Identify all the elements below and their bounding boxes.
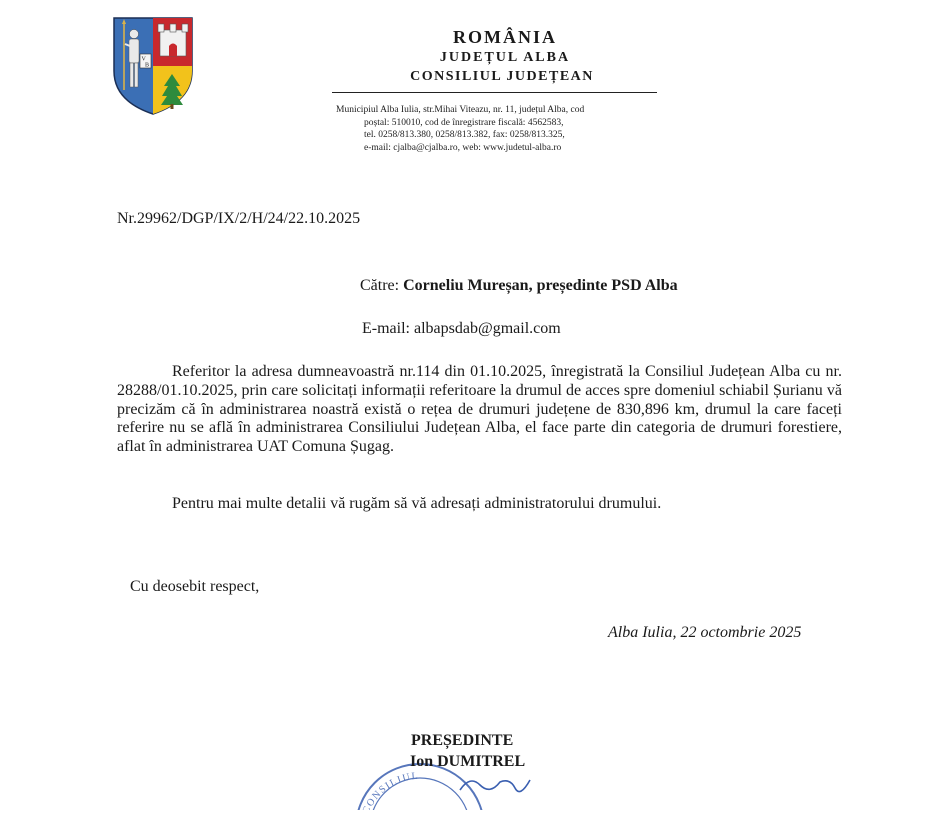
contact-block <box>336 104 666 154</box>
place-and-date: Alba Iulia, 22 octombrie 2025 <box>608 624 802 641</box>
signatory-name: Ion DUMITREL <box>410 753 526 770</box>
svg-text:V: V <box>141 56 146 63</box>
recipient-email: E-mail: albapsdab@gmail.com <box>362 320 561 337</box>
contact-line: Municipiul Alba Iulia, str.Mihai Viteazu, nr. 11, județul Alba, cod <box>336 105 585 115</box>
body-paragraph-1: Referitor la adresa dumneavoastră nr.114 din 01.10.2025, înregistrată la Consiliul Județean Alba cu nr. 28288/01.10.2025, prin care solicitați informații referitoare la drumul de acces spre domeniul schiabil Șurianu vă precizăm că în administrarea noastră există o rețea de drumuri județene de 830,896 km, drumul la care faceți referire nu se află în administrarea Consiliului Județean Alba, el face parte din categoria de drumuri forestiere, aflat în administrarea UAT Comuna Șugag. <box>117 363 842 456</box>
contact-line: poștal: 510010, cod de înregistrare fiscală: 4562583, <box>364 117 564 128</box>
recipient-name: Corneliu Mureșan, președinte PSD Alba <box>403 277 678 294</box>
registration-number: Nr.29962/DGP/IX/2/H/24/22.10.2025 <box>117 210 361 227</box>
signatory-title: PREȘEDINTE <box>411 732 514 749</box>
header-divider <box>332 92 657 93</box>
signature-icon <box>455 770 535 795</box>
closing-formula: Cu deosebit respect, <box>130 578 260 595</box>
recipient-line <box>360 277 678 295</box>
coat-of-arms-icon <box>112 16 194 116</box>
header-council: CONSILIUL JUDEȚEAN <box>410 69 594 84</box>
svg-text:B: B <box>145 62 150 69</box>
contact-line: e-mail: cjalba@cjalba.ro, web: www.judetul-alba.ro <box>364 142 562 153</box>
contact-line: tel. 0258/813.380, 0258/813.382, fax: 0258/813.325, <box>364 130 565 140</box>
recipient-prefix: Către: <box>360 277 400 294</box>
body-paragraph-2: Pentru mai multe detalii vă rugăm să vă adresați administratorului drumului. <box>172 495 662 512</box>
letterhead <box>330 26 660 86</box>
stamp-text: CONSILIUL <box>360 770 420 810</box>
header-country: ROMÂNIA <box>453 27 557 47</box>
header-county: JUDEȚUL ALBA <box>439 50 571 65</box>
